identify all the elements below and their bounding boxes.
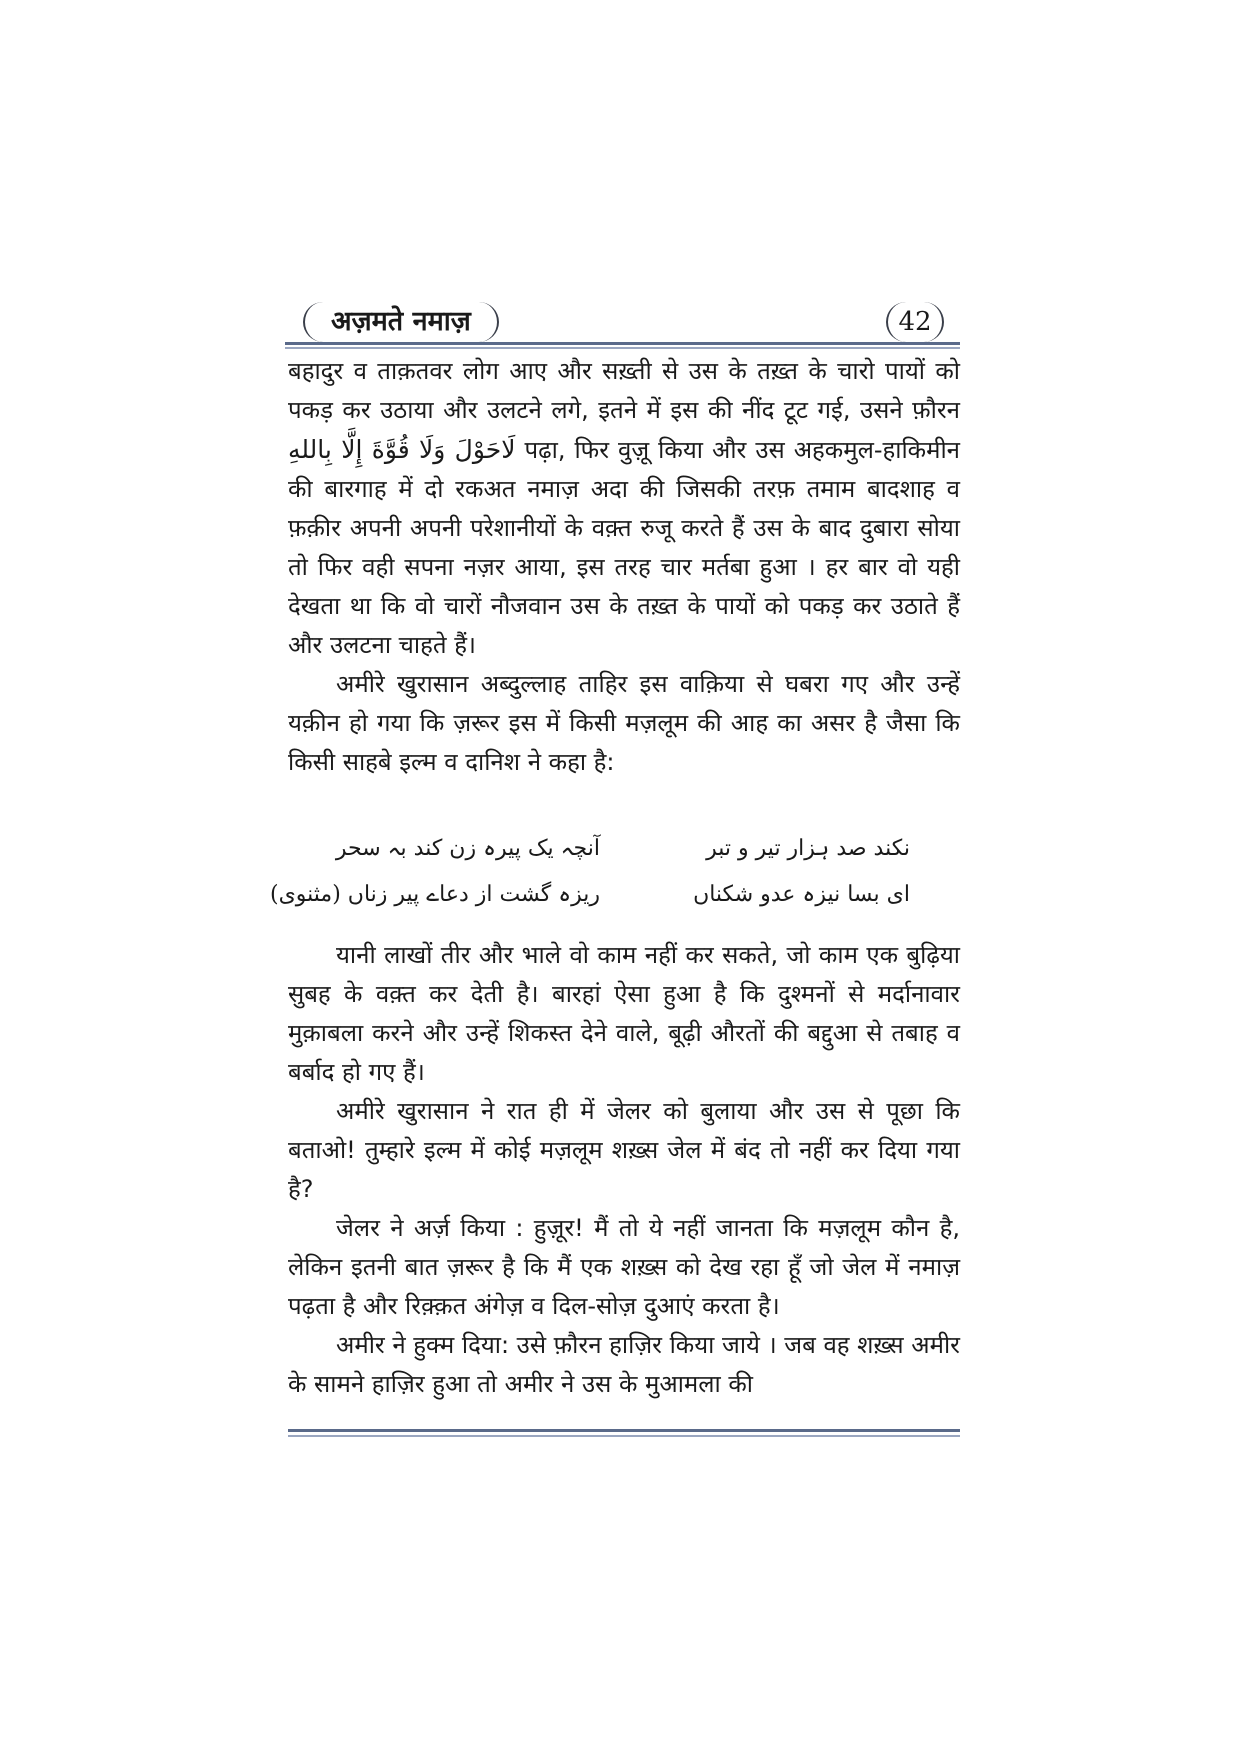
verse-line	[269, 882, 960, 920]
persian-verse	[269, 836, 960, 926]
header-rule	[285, 342, 960, 345]
paragraph: अमीर ने हुक्म दिया: उसे फ़ौरन हाज़िर किया जाये । जब वह शख़्स अमीर के सामने हाज़िर हुआ तो अमीर ने उस के मुआमला की	[288, 1331, 960, 1398]
paragraph: जेलर ने अर्ज़ किया : हुज़ूर! मैं तो ये नहीं जानता कि मज़लूम कौन है, लेकिन इतनी बात ज़रूर है कि मैं एक शख़्स को देख रहा हूँ जो जेल में नमाज़ पढ़ता है और रिक़्क़त अंगेज़ व दिल-सोज़ दुआएं करता है।	[288, 1214, 960, 1320]
body-text-bottom	[288, 936, 960, 1404]
arabic-phrase: لَاحَوْلَ وَلَا قُوَّةَ إِلَّا بِاللهِ	[288, 435, 516, 464]
footer-rule	[288, 1429, 960, 1432]
header-rule-thin	[285, 347, 960, 349]
page-header	[285, 302, 960, 350]
paragraph: अमीरे खुरासान अब्दुल्लाह ताहिर इस वाक़िया से घबरा गए और उन्हें यक़ीन हो गया कि ज़रूर इस में किसी मज़लूम की आह का असर है जैसा कि किसी साहबे इल्म व दानिश ने कहा है:	[288, 670, 960, 776]
body-text-top	[288, 352, 960, 782]
verse-hemistich: نکند صد ہزار تیر و تبر	[706, 836, 910, 861]
paragraph: अमीरे खुरासान ने रात ही में जेलर को बुलाया और उस से पूछा कि बताओ! तुम्हारे इल्म में कोई मज़लूम शख़्स जेल में बंद तो नहीं कर दिया गया है?	[288, 1097, 960, 1203]
verse-line	[290, 836, 960, 874]
book-title: अज़मते नमाज़	[303, 302, 499, 342]
paragraph: यानी लाखों तीर और भाले वो काम नहीं कर सकते, जो काम एक बुढ़िया सुबह के वक़्त कर देती है। बारहां ऐसा हुआ है कि दुश्मनों से मर्दानावार मुक़ाबला करने और उन्हें शिकस्त देने वाले, बूढ़ी औरतों की बद्दुआ से तबाह व बर्बाद हो गए हैं।	[288, 941, 960, 1086]
page-number: 42	[886, 302, 944, 342]
footer-rule-thin	[288, 1435, 960, 1437]
paragraph-text: पढ़ा, फिर वुज़ू किया और उस अहकमुल-हाकिमीन की बारगाह में दो रकअत नमाज़ अदा की जिसकी तरफ़ तमाम बादशाह व फ़क़ीर अपनी अपनी परेशानीयों के वक़्त रुजू करते हैं उस के बाद दुबारा सोया तो फिर वही सपना नज़र आया, इस तरह चार मर्तबा हुआ । हर बार वो यही देखता था कि वो चारों नौजवान उस के तख़्त के पायों को पकड़ कर उठाते हैं और उलटना चाहते हैं।	[288, 436, 961, 659]
paragraph	[288, 352, 960, 665]
verse-hemistich: آنچہ یک پیرہ زن کند بہ سحر	[335, 836, 600, 861]
verse-hemistich: ریزہ گشت از دعاے پیر زناں (مثنوی)	[269, 882, 600, 907]
paragraph-text: बहादुर व ताक़तवर लोग आए और सख़्ती से उस के तख़्त के चारो पायों को पकड़ कर उठाया और उलटने लगे, इतने में इस की नींद टूट गई, उसने फ़ौरन	[288, 357, 960, 424]
verse-hemistich: ای بسا نیزہ عدو شکناں	[693, 882, 910, 907]
